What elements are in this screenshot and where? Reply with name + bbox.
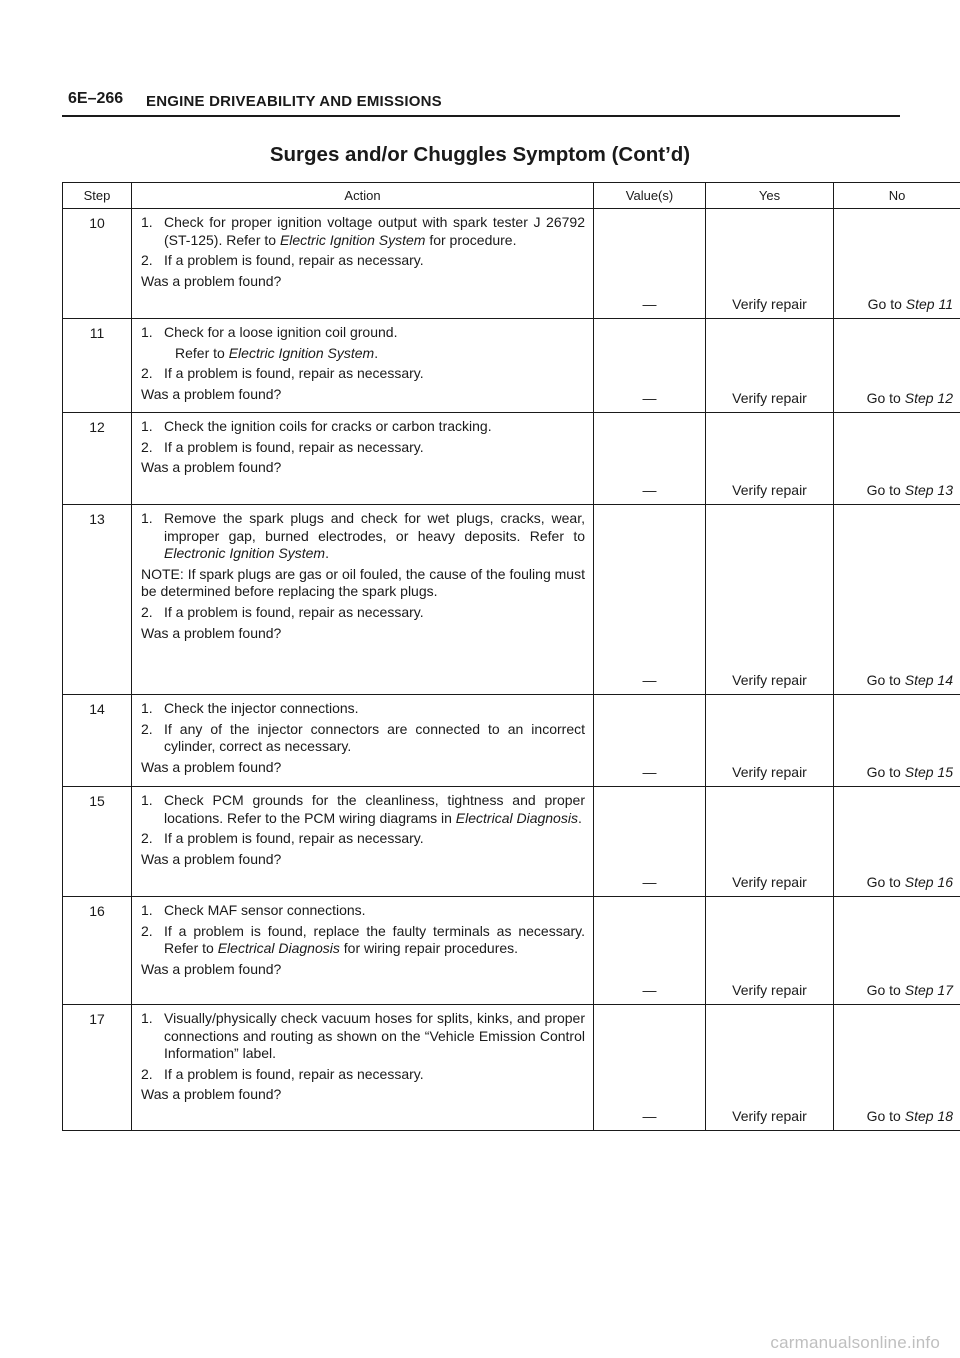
step-number: 17 bbox=[63, 1005, 132, 1131]
item-number: 1. bbox=[141, 902, 153, 918]
reference-link: Electrical Diagnosis bbox=[217, 940, 340, 957]
action-cell bbox=[132, 319, 594, 413]
table-row bbox=[63, 695, 960, 787]
step-number: 12 bbox=[63, 413, 132, 505]
no-cell bbox=[834, 897, 960, 1005]
go-to-text: Go to bbox=[866, 390, 905, 406]
value-cell: — bbox=[594, 319, 706, 413]
no-cell bbox=[834, 505, 960, 695]
item-number: 2. bbox=[141, 365, 153, 382]
step-number: 14 bbox=[63, 695, 132, 787]
step-number: 11 bbox=[63, 319, 132, 413]
yes-cell: Verify repair bbox=[706, 413, 834, 505]
step-reference: Step 13 bbox=[904, 482, 953, 498]
question-text: Was a problem found? bbox=[141, 624, 282, 641]
action-text: Remove the spark plugs and check for wet plugs, cracks, wear, improper gap, burned electrodes, or heavy deposits. Refer to bbox=[164, 510, 585, 544]
question-text: Was a problem found? bbox=[141, 272, 282, 289]
step-number: 13 bbox=[63, 505, 132, 695]
reference-link: Electric Ignition System bbox=[279, 231, 426, 248]
item-number: 1. bbox=[141, 510, 153, 526]
action-cell bbox=[132, 897, 594, 1005]
action-cell bbox=[132, 413, 594, 505]
item-number: 2. bbox=[141, 603, 153, 620]
step-reference: Step 15 bbox=[904, 764, 953, 780]
yes-cell: Verify repair bbox=[706, 1005, 834, 1131]
no-cell bbox=[834, 209, 960, 319]
page-title: Surges and/or Chuggles Symptom (Cont’d) bbox=[269, 143, 691, 166]
value-cell: — bbox=[594, 209, 706, 319]
watermark: carmanualsonline.info bbox=[770, 1333, 940, 1352]
step-reference: Step 16 bbox=[904, 874, 953, 890]
go-to-text: Go to bbox=[866, 764, 905, 780]
value-cell: — bbox=[594, 505, 706, 695]
column-header-no: No bbox=[834, 183, 960, 209]
note-text: NOTE: If spark plugs are gas or oil fouled, the cause of the fouling must be determined before replacing the spark plugs. bbox=[141, 565, 585, 600]
question-text: Was a problem found? bbox=[141, 459, 282, 476]
yes-cell: Verify repair bbox=[706, 319, 834, 413]
action-text: If a problem is found, repair as necessary. bbox=[164, 252, 424, 269]
step-reference: Step 11 bbox=[905, 296, 953, 312]
action-text: If a problem is found, repair as necessary. bbox=[164, 365, 424, 382]
item-number: 2. bbox=[141, 922, 153, 939]
table-row bbox=[63, 897, 960, 1005]
question-text: Was a problem found? bbox=[141, 758, 282, 775]
action-text: . bbox=[325, 545, 329, 562]
action-text: for procedure. bbox=[425, 231, 517, 248]
no-cell bbox=[834, 695, 960, 787]
yes-cell: Verify repair bbox=[706, 505, 834, 695]
go-to-text: Go to bbox=[866, 982, 905, 998]
item-number: 2. bbox=[141, 438, 153, 455]
action-text: If a problem is found, replace the faulty terminals as necessary. Refer to bbox=[164, 922, 585, 957]
go-to-text: Go to bbox=[867, 296, 906, 312]
action-text: . bbox=[374, 344, 379, 361]
action-text: for wiring repair procedures. bbox=[339, 940, 519, 957]
no-cell bbox=[834, 413, 960, 505]
column-header-action: Action bbox=[132, 183, 594, 209]
question-text: Was a problem found? bbox=[141, 1086, 282, 1103]
column-header-values: Value(s) bbox=[594, 183, 706, 209]
action-cell bbox=[132, 695, 594, 787]
value-cell: — bbox=[594, 695, 706, 787]
table-row bbox=[63, 787, 960, 897]
action-text: . bbox=[577, 809, 582, 826]
go-to-text: Go to bbox=[866, 1108, 905, 1124]
action-text: If a problem is found, repair as necessary. bbox=[164, 1065, 424, 1082]
yes-cell: Verify repair bbox=[706, 897, 834, 1005]
action-text: Check the ignition coils for cracks or carbon tracking. bbox=[164, 418, 492, 434]
step-number: 10 bbox=[63, 209, 132, 319]
reference-link: Electrical Diagnosis bbox=[455, 809, 578, 826]
question-text: Was a problem found? bbox=[141, 850, 282, 867]
header-rule bbox=[62, 115, 900, 117]
step-reference: Step 14 bbox=[904, 672, 953, 688]
action-text: Visually/physically check vacuum hoses for splits, kinks, and proper connections and routing as shown on the “Vehicle Emission Control Information” label. bbox=[164, 1010, 585, 1062]
item-number: 1. bbox=[141, 700, 153, 716]
table-row bbox=[63, 209, 960, 319]
table-header-row bbox=[63, 183, 960, 209]
yes-cell: Verify repair bbox=[706, 787, 834, 897]
action-text: If any of the injector connectors are connected to an incorrect cylinder, correct as necessary. bbox=[164, 720, 585, 755]
item-number: 2. bbox=[141, 252, 153, 269]
page-header bbox=[68, 90, 900, 118]
item-number: 1. bbox=[141, 324, 153, 340]
item-number: 2. bbox=[141, 830, 153, 847]
column-header-step: Step bbox=[63, 183, 132, 209]
yes-cell: Verify repair bbox=[706, 209, 834, 319]
no-cell bbox=[834, 319, 960, 413]
action-text: Check for proper ignition voltage output with spark tester J 26792 (ST-125). Refer to bbox=[164, 214, 585, 248]
yes-cell: Verify repair bbox=[706, 695, 834, 787]
go-to-text: Go to bbox=[866, 672, 905, 688]
action-text: If a problem is found, repair as necessary. bbox=[164, 438, 424, 455]
item-number: 2. bbox=[141, 720, 153, 737]
table-row bbox=[63, 505, 960, 695]
item-number: 1. bbox=[141, 214, 153, 230]
reference-link: Electric Ignition System bbox=[228, 344, 375, 361]
action-text: Refer to bbox=[175, 344, 229, 361]
step-reference: Step 18 bbox=[904, 1108, 953, 1124]
action-text: Check the injector connections. bbox=[164, 700, 359, 716]
value-cell: — bbox=[594, 413, 706, 505]
action-cell bbox=[132, 505, 594, 695]
value-cell: — bbox=[594, 1005, 706, 1131]
item-number: 2. bbox=[141, 1065, 153, 1082]
action-text: Check PCM grounds for the cleanliness, tightness and proper locations. Refer to the PCM wiring diagrams in bbox=[164, 792, 585, 826]
item-number: 1. bbox=[141, 792, 153, 808]
diagnostic-table bbox=[62, 182, 960, 1131]
step-reference: Step 12 bbox=[904, 390, 953, 406]
action-text: Check MAF sensor connections. bbox=[164, 902, 366, 918]
action-text: If a problem is found, repair as necessary. bbox=[164, 830, 424, 847]
action-cell bbox=[132, 1005, 594, 1131]
table-row bbox=[63, 413, 960, 505]
section-title: ENGINE DRIVEABILITY AND EMISSIONS bbox=[146, 93, 442, 110]
go-to-text: Go to bbox=[866, 874, 905, 890]
question-text: Was a problem found? bbox=[141, 385, 282, 402]
page-number: 6E–266 bbox=[68, 90, 124, 107]
go-to-text: Go to bbox=[866, 482, 905, 498]
step-reference: Step 17 bbox=[904, 982, 953, 998]
action-cell bbox=[132, 209, 594, 319]
value-cell: — bbox=[594, 787, 706, 897]
table-row bbox=[63, 1005, 960, 1131]
action-cell bbox=[132, 787, 594, 897]
table-row bbox=[63, 319, 960, 413]
no-cell bbox=[834, 787, 960, 897]
item-number: 1. bbox=[141, 418, 153, 434]
value-cell: — bbox=[594, 897, 706, 1005]
no-cell bbox=[834, 1005, 960, 1131]
action-text: If a problem is found, repair as necessary. bbox=[164, 603, 424, 620]
action-text: Check for a loose ignition coil ground. bbox=[164, 324, 398, 340]
step-number: 16 bbox=[63, 897, 132, 1005]
reference-link: Electronic Ignition System bbox=[164, 545, 326, 562]
column-header-yes: Yes bbox=[706, 183, 834, 209]
item-number: 1. bbox=[141, 1010, 153, 1026]
question-text: Was a problem found? bbox=[141, 960, 282, 977]
step-number: 15 bbox=[63, 787, 132, 897]
